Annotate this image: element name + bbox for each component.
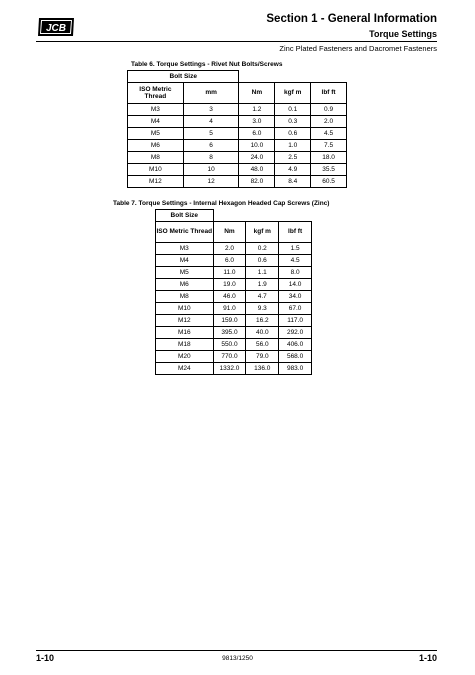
- table-cell: 14.0: [279, 278, 312, 290]
- table-cell: 159.0: [213, 314, 246, 326]
- table-cell: 46.0: [213, 290, 246, 302]
- table-cell: 6.0: [239, 127, 275, 139]
- table-row: [156, 314, 312, 326]
- table-cell: M24: [156, 362, 214, 374]
- section-title: Section 1 - General Information: [266, 13, 437, 25]
- table-cell: M4: [156, 254, 214, 266]
- table-cell: 550.0: [213, 338, 246, 350]
- table-cell: 7.5: [311, 139, 347, 151]
- table-cell: 4.7: [246, 290, 279, 302]
- table-cell: M12: [128, 175, 184, 187]
- table-row: [128, 163, 347, 175]
- table-cell: 6: [183, 139, 239, 151]
- page-sub-subtitle: Zinc Plated Fasteners and Dacromet Fasteners: [279, 44, 437, 53]
- table-cell: M3: [156, 242, 214, 254]
- table-row: [128, 139, 347, 151]
- table-cell: 8: [183, 151, 239, 163]
- table-cell: 983.0: [279, 362, 312, 374]
- table-cell: 136.0: [246, 362, 279, 374]
- table-cell: 2.5: [275, 151, 311, 163]
- page-subtitle: Torque Settings: [369, 29, 437, 39]
- table-cell: M6: [128, 139, 184, 151]
- table-cell: 67.0: [279, 302, 312, 314]
- table-cell: 9.3: [246, 302, 279, 314]
- table7: [155, 209, 312, 375]
- document-number: 9813/1250: [222, 655, 253, 662]
- table-cell: 6.0: [213, 254, 246, 266]
- table-cell: 1.1: [246, 266, 279, 278]
- table-cell: 0.2: [246, 242, 279, 254]
- table-cell: 35.5: [311, 163, 347, 175]
- table-row: [128, 103, 347, 115]
- table-cell: M20: [156, 350, 214, 362]
- table7-col-nm: Nm: [213, 221, 246, 242]
- table-cell: 2.0: [213, 242, 246, 254]
- table6-group-header: Bolt Size: [128, 71, 239, 83]
- table-cell: 4.5: [311, 127, 347, 139]
- table-cell: 3.0: [239, 115, 275, 127]
- table-row: [156, 326, 312, 338]
- table-cell: 0.6: [275, 127, 311, 139]
- table-cell: M10: [156, 302, 214, 314]
- table-cell: M6: [156, 278, 214, 290]
- table-cell: M8: [128, 151, 184, 163]
- table-cell: 19.0: [213, 278, 246, 290]
- table-cell: 292.0: [279, 326, 312, 338]
- table-cell: 1.9: [246, 278, 279, 290]
- table-row: [156, 362, 312, 374]
- table-cell: 406.0: [279, 338, 312, 350]
- table-row: [156, 338, 312, 350]
- table-row: [156, 278, 312, 290]
- table-cell: M10: [128, 163, 184, 175]
- table-cell: 3: [183, 103, 239, 115]
- table-cell: 82.0: [239, 175, 275, 187]
- table-cell: M3: [128, 103, 184, 115]
- table-cell: M12: [156, 314, 214, 326]
- table-cell: 16.2: [246, 314, 279, 326]
- table-cell: 0.3: [275, 115, 311, 127]
- table-row: [128, 127, 347, 139]
- table-cell: 56.0: [246, 338, 279, 350]
- jcb-logo: [36, 16, 76, 38]
- table7-body: [156, 242, 312, 374]
- page-number-left: 1-10: [36, 653, 55, 663]
- table-cell: 79.0: [246, 350, 279, 362]
- table-cell: 117.0: [279, 314, 312, 326]
- table-cell: M18: [156, 338, 214, 350]
- table-row: [156, 254, 312, 266]
- table-cell: 91.0: [213, 302, 246, 314]
- table-cell: 1.0: [275, 139, 311, 151]
- table-cell: 34.0: [279, 290, 312, 302]
- table-cell: 12: [183, 175, 239, 187]
- table6-col-lbfft: lbf ft: [311, 82, 347, 103]
- table-cell: M5: [128, 127, 184, 139]
- table7-col-lbfft: lbf ft: [279, 221, 312, 242]
- table6-col-thread: ISO Metric Thread: [128, 82, 184, 103]
- table-cell: 5: [183, 127, 239, 139]
- table-cell: 11.0: [213, 266, 246, 278]
- table-cell: 18.0: [311, 151, 347, 163]
- logo-text: JCB: [45, 23, 67, 34]
- table-cell: 60.5: [311, 175, 347, 187]
- table-row: [128, 151, 347, 163]
- table-row: [156, 302, 312, 314]
- table-cell: 24.0: [239, 151, 275, 163]
- table-cell: 1.2: [239, 103, 275, 115]
- table-row: [156, 290, 312, 302]
- table6-col-mm: mm: [183, 82, 239, 103]
- table-cell: 395.0: [213, 326, 246, 338]
- table-cell: 1332.0: [213, 362, 246, 374]
- footer-rule: [36, 650, 437, 651]
- table-cell: 0.1: [275, 103, 311, 115]
- page-number-right: 1-10: [418, 653, 437, 663]
- table-cell: M8: [156, 290, 214, 302]
- header-rule: [36, 41, 437, 42]
- table-cell: M5: [156, 266, 214, 278]
- table-row: [128, 175, 347, 187]
- table-cell: 2.0: [311, 115, 347, 127]
- table6: [127, 70, 347, 188]
- table-cell: 8.0: [279, 266, 312, 278]
- table6-col-nm: Nm: [239, 82, 275, 103]
- table-cell: 0.6: [246, 254, 279, 266]
- table7-col-kgfm: kgf m: [246, 221, 279, 242]
- table-cell: 4.9: [275, 163, 311, 175]
- table-row: [128, 115, 347, 127]
- table-cell: 8.4: [275, 175, 311, 187]
- table6-col-kgfm: kgf m: [275, 82, 311, 103]
- table-cell: 10.0: [239, 139, 275, 151]
- table7-group-header: Bolt Size: [156, 210, 214, 222]
- table-cell: 10: [183, 163, 239, 175]
- table-cell: 4.5: [279, 254, 312, 266]
- table-cell: 4: [183, 115, 239, 127]
- table-cell: 770.0: [213, 350, 246, 362]
- table-cell: 1.5: [279, 242, 312, 254]
- table-row: [156, 242, 312, 254]
- table6-caption: Table 6. Torque Settings - Rivet Nut Bolts/Screws: [131, 61, 283, 68]
- table-cell: 0.9: [311, 103, 347, 115]
- table-cell: M4: [128, 115, 184, 127]
- table-row: [156, 266, 312, 278]
- table7-caption: Table 7. Torque Settings - Internal Hexagon Headed Cap Screws (Zinc): [113, 200, 330, 207]
- table6-body: [128, 103, 347, 187]
- table-row: [156, 350, 312, 362]
- table-cell: 40.0: [246, 326, 279, 338]
- table-cell: 48.0: [239, 163, 275, 175]
- table7-col-thread: ISO Metric Thread: [156, 221, 214, 242]
- table-cell: M16: [156, 326, 214, 338]
- table-cell: 568.0: [279, 350, 312, 362]
